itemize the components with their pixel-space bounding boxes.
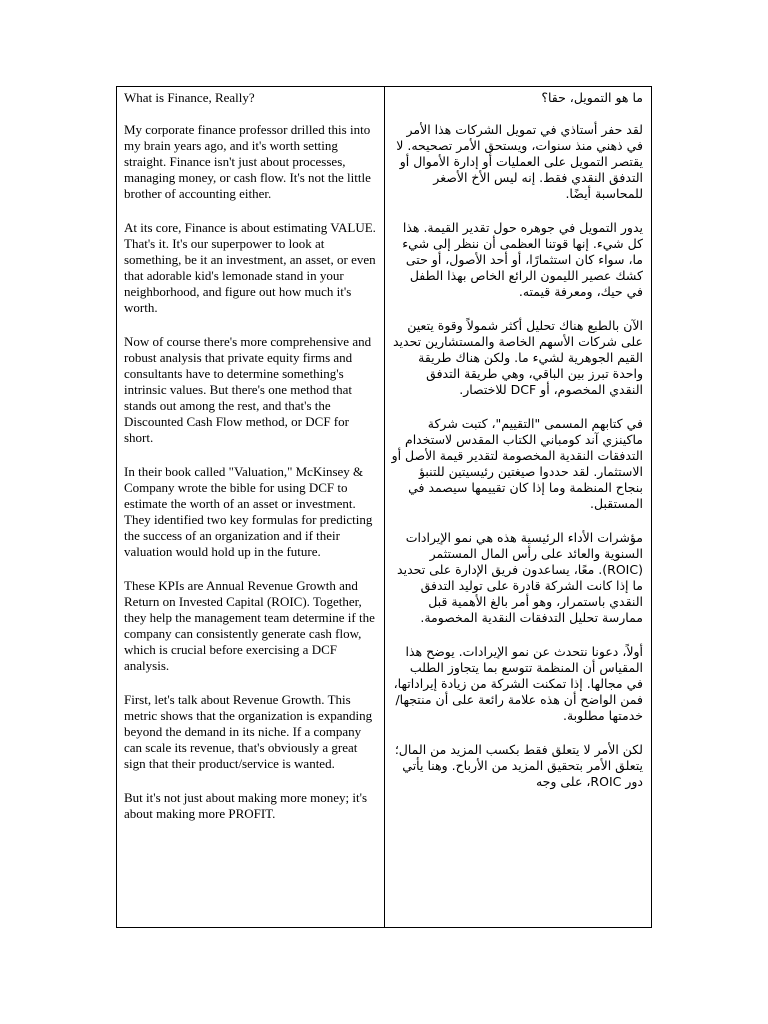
english-paragraph-2: At its core, Finance is about estimating VALUE. That's it. It's our superpower to look at something, be it an investment, an asset, or even that adorable kid's lemonade stand in your neighborhood, and figure out how much it's worth. [124,220,376,315]
arabic-paragraph-6: أولاً، دعونا نتحدث عن نمو الإيرادات. يوضح هذا المقياس أن المنظمة تتوسع بما يتجاوز الطلب في مجالها. إذا تمكنت الشركة من زيادة إيراداتها، فمن الواضح أن هذه علامة رائعة على أن منتجها/خدمتها مطلوبة. [393,644,643,723]
english-title: What is Finance, Really? [124,90,255,105]
english-paragraph-4: In their book called "Valuation," McKinsey & Company wrote the bible for using DCF to estimate the worth of an asset or investment. They identified two key formulas for predicting the success of an organization and if their valuation would hold up in the future. [124,464,373,559]
arabic-paragraph-5: مؤشرات الأداء الرئيسية هذه هي نمو الإيرادات السنوية والعائد على رأس المال المستثمر (ROIC). معًا، يساعدون فريق الإدارة على تحديد ما إذا كانت الشركة قادرة على توليد التدفق النقدي باستمرار، وهو أمر بالغ الأهمية قبل ممارسة تحليل التدفقات النقدية المخصومة. [397,530,643,625]
arabic-paragraph-3: الآن بالطبع هناك تحليل أكثر شمولاً وقوة يتعين على شركات الأسهم الخاصة والمستشارين تحديد القيم الجوهرية لشيء ما. ولكن هناك طريقة واحدة تبرز بين الباقي، وهي طريقة التدفق النقدي المخصوم، أو DCF للاختصار. [392,318,643,397]
english-column [117,87,385,927]
english-paragraph-5: These KPIs are Annual Revenue Growth and Return on Invested Capital (ROIC). Together, they help the management team determine if the company can consistently generate cash flow, which is crucial before exercising a DCF analysis. [124,578,375,673]
arabic-paragraph-4: في كتابهم المسمى "التقييم"، كتبت شركة ماكينزي آند كومباني الكتاب المقدس لاستخدام التدفقات النقدية المخصومة لتقدير قيمة الأصل أو الاستثمار. لقد حددوا صيغتين رئيسيتين للتنبؤ بنجاح المنظمة وما إذا كان تقييمها سيصمد في المستقبل. [391,416,643,511]
bilingual-document-table [116,86,652,928]
arabic-paragraph-1: لقد حفر أستاذي في تمويل الشركات هذا الأمر في ذهني منذ سنوات، ويستحق الأمر تصحيحه. لا يقتصر التمويل على العمليات أو إدارة الأموال أو التدفق النقدي فقط. إنه ليس الأخ الأصغر للمحاسبة أيضًا. [396,122,643,201]
arabic-column [385,87,651,927]
arabic-paragraph-2: يدور التمويل في جوهره حول تقدير القيمة. هذا كل شيء. إنها قوتنا العظمى أن ننظر إلى شيء ما، سواء كان استثمارًا، أو أحد الأصول، أو حتى كشك عصير الليمون الرائع الخاص بهذا الطفل في حيك، ومعرفة قيمته. [402,220,643,299]
english-paragraph-3: Now of course there's more comprehensive and robust analysis that private equity firms and consultants have to determine something's intrinsic values. But there's one method that stands out among the rest, and that's the Discounted Cash Flow method, or DCF for short. [124,334,372,445]
english-paragraph-1: My corporate finance professor drilled this into my brain years ago, and it's worth setting straight. Finance isn't just about processes, managing money, or cash flow. It's not the little brother of accounting either. [124,122,371,201]
arabic-paragraph-7: لكن الأمر لا يتعلق فقط بكسب المزيد من المال؛ يتعلق الأمر بتحقيق المزيد من الأرباح. وهنا يأتي دور ROIC، على وجه [394,742,643,789]
english-paragraph-6: First, let's talk about Revenue Growth. This metric shows that the organization is expanding beyond the demand in its niche. If a company can scale its revenue, that's obviously a great sign that their product/service is wanted. [124,692,373,771]
arabic-title: ما هو التمويل، حقا؟ [541,90,643,105]
english-paragraph-7: But it's not just about making more money; it's about making more PROFIT. [124,790,368,821]
